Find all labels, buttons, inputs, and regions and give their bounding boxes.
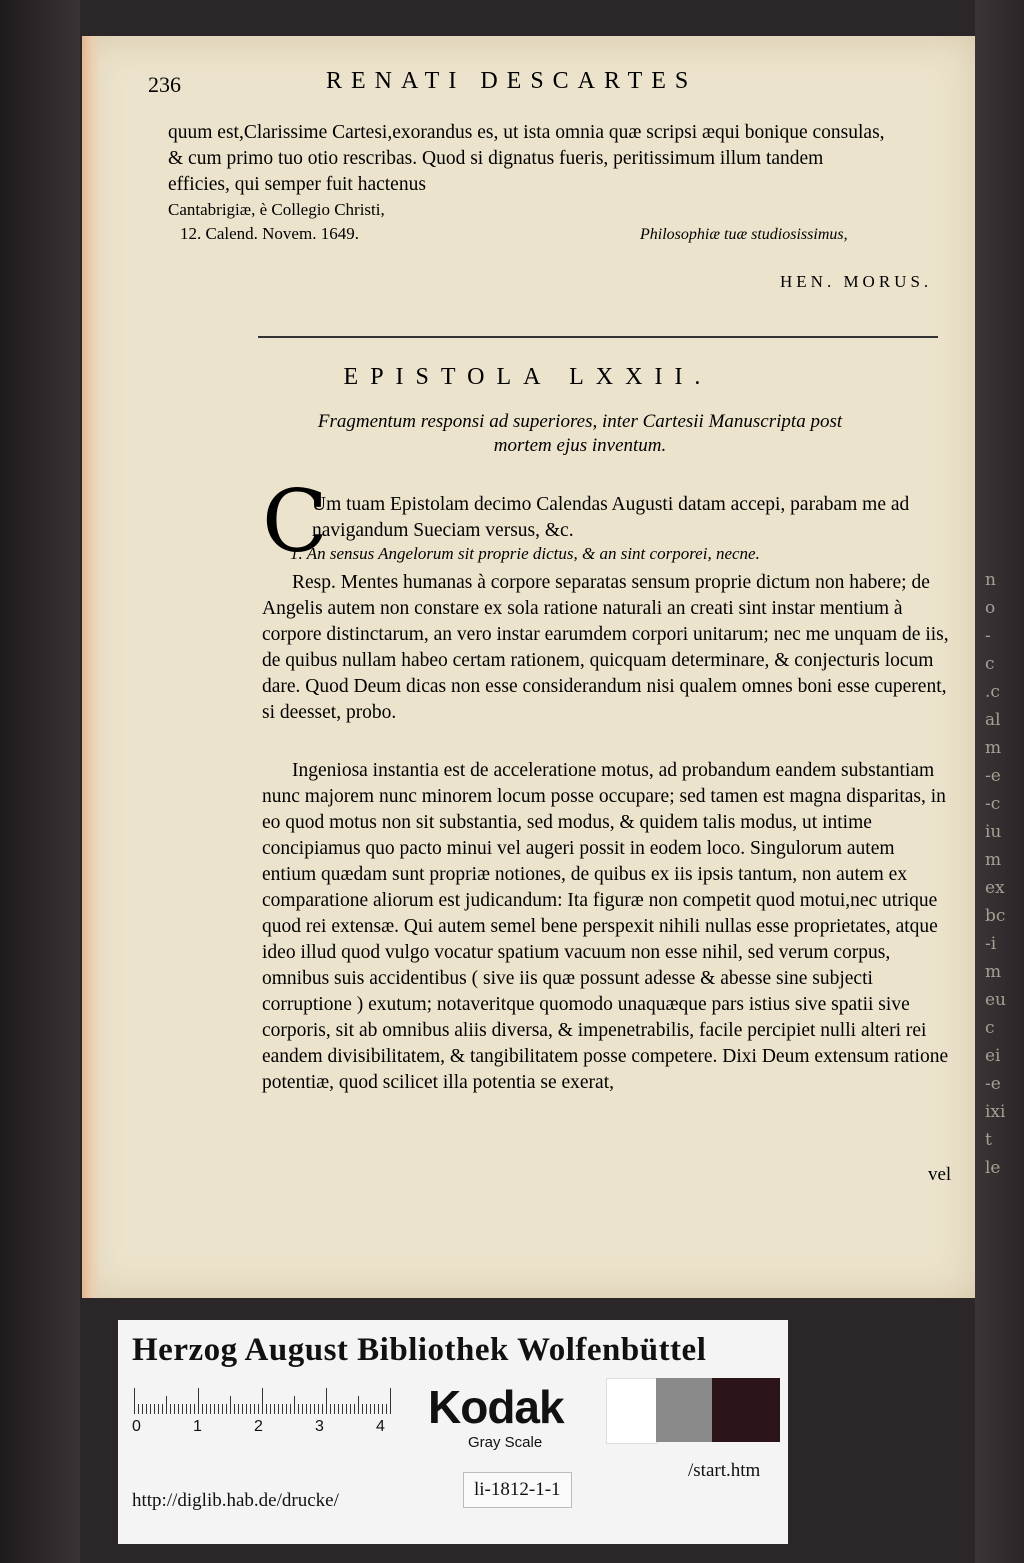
ruler-tick	[350, 1404, 351, 1414]
ruler-tick	[382, 1404, 383, 1414]
ruler-tick	[218, 1404, 219, 1414]
facing-page-fragment: -i	[985, 934, 997, 954]
ruler-tick	[250, 1404, 251, 1414]
ruler-tick	[202, 1404, 203, 1414]
ruler-tick	[310, 1404, 311, 1414]
ruler-tick	[214, 1404, 215, 1414]
ruler-tick	[226, 1404, 227, 1414]
ruler-tick	[282, 1404, 283, 1414]
facing-page-fragment: c	[985, 1018, 995, 1038]
ruler	[134, 1386, 394, 1436]
ruler-tick	[246, 1404, 247, 1414]
ruler-tick	[270, 1404, 271, 1414]
ruler-tick	[318, 1404, 319, 1414]
response-1: Resp. Mentes humanas à corpore separatas sensum proprie dictum non habere; de Angelis autem non constare ex sola ratione naturali an creati sint instar mentium à corpore distinctarum, an vero instar earumdem corpori unitarum; nec me unquam de iis, de quibus nullam habeo certam rationem, quicquam determinare, & conjecturis locum dare. Quod Deum dicas non esse considerandum nisi qualem omnes boni esse cuperent, si deesset, probo.	[262, 572, 949, 723]
kodak-logo: Kodak	[428, 1381, 564, 1433]
library-name: Herzog August Bibliothek Wolfenbüttel	[132, 1332, 707, 1368]
facing-page-fragment: m	[985, 962, 1002, 982]
facing-page-fragment: ex	[985, 878, 1005, 898]
gray-swatch-dark	[712, 1378, 780, 1442]
ruler-tick	[194, 1404, 195, 1414]
paragraph-2: Ingeniosa instantia est de acceleratione motus, ad probandum eandem substantiam nunc majorem nunc minorem locum posse occupare; sed tamen est magna disparitas, in eo quod motus non sit substantia, sed modus, & quidem talis modus, ut intime concipiamus quo pacto minui vel augeri possit in eodem loco. Singulorum autem entium quædam sunt propriæ notiones, de quibus ex iis ipsis tantum, non autem ex comparatione aliorum est judicandum: Ita figuræ non competit quod motui,nec utrique quod rei extensæ. Qui autem semel bene perspexit nihili nullas esse proprietates, atque ideo illud quod vulgo vocatur spatium vacuum non esse nihil, sed verum corpus, omnibus suis accidentibus ( sive iis quæ possunt adesse & abesse sine subjecti corruptione ) exutum; notaveritque quomodo unaquæque pars istius sive spatii sive corporis, sit ab omnibus aliis diversa, & impenetrabilis, facile percipiet nulli alteri rei eandem divisibilitatem, & tangibilitatem posse competere. Dixi Deum extensum ratione potentiæ, quod scilicet illa potentia se exerat,	[262, 760, 949, 1093]
facing-page-fragment: t	[985, 1130, 992, 1150]
signoff-place: Cantabrigiæ, è Collegio Christi,	[168, 200, 385, 219]
ruler-tick	[154, 1404, 155, 1414]
facing-page-fragment: ei	[985, 1046, 1001, 1066]
epistle-subtitle: Fragmentum responsi ad superiores, inter Cartesii Manuscripta post mortem ejus inventum.	[317, 411, 843, 456]
scan-target-card	[118, 1320, 788, 1544]
facing-page-fragment: o	[985, 598, 996, 618]
ruler-tick	[174, 1404, 175, 1414]
facing-page-fragment: .c	[985, 682, 1000, 702]
facing-page-fragment: m	[985, 850, 1002, 870]
ruler-tick	[314, 1404, 315, 1414]
running-title: RENATI DESCARTES	[326, 68, 698, 94]
facing-page-fragment: ixi	[985, 1102, 1006, 1122]
ruler-tick	[378, 1404, 379, 1414]
drop-cap: C	[262, 472, 328, 572]
ruler-tick	[186, 1404, 187, 1414]
background-left	[0, 0, 80, 1563]
ruler-tick	[178, 1404, 179, 1414]
ruler-tick	[358, 1396, 359, 1414]
running-header	[148, 68, 848, 108]
signoff-place-date	[168, 198, 385, 246]
ruler-tick	[254, 1404, 255, 1414]
ruler-tick	[258, 1404, 259, 1414]
signoff-author: HEN. MORUS.	[780, 272, 933, 291]
ruler-tick	[278, 1404, 279, 1414]
signoff-date: 12. Calend. Novem. 1649.	[180, 224, 359, 243]
ruler-tick	[326, 1388, 327, 1414]
page-gutter-stain	[82, 36, 100, 1298]
ruler-tick	[306, 1404, 307, 1414]
ruler-tick	[302, 1404, 303, 1414]
ruler-tick	[138, 1404, 139, 1414]
ruler-tick	[242, 1404, 243, 1414]
facing-page-fragment: bc	[985, 906, 1006, 926]
ruler-tick	[162, 1404, 163, 1414]
ruler-tick	[374, 1404, 375, 1414]
question-1: 1. An sensus Angelorum sit proprie dictus, & an sint corporei, necne.	[290, 544, 760, 563]
ruler-tick	[134, 1388, 135, 1414]
ruler-tick	[150, 1404, 151, 1414]
ruler-tick	[338, 1404, 339, 1414]
facing-page-fragment: -e	[985, 766, 1001, 786]
ruler-tick	[142, 1404, 143, 1414]
ruler-tick	[370, 1404, 371, 1414]
ruler-tick	[330, 1404, 331, 1414]
ruler-number: 1	[193, 1418, 202, 1435]
facing-page-fragment: m	[985, 738, 1002, 758]
url-base: http://diglib.hab.de/drucke/	[132, 1490, 339, 1511]
facing-page-fragment: -	[985, 626, 991, 646]
ruler-tick	[322, 1404, 323, 1414]
url-end: /start.htm	[688, 1460, 761, 1481]
facing-page-fragment: -c	[985, 794, 1001, 814]
ruler-tick	[366, 1404, 367, 1414]
epistle-heading: EPISTOLA LXXII.	[343, 364, 713, 390]
ruler-tick	[222, 1404, 223, 1414]
ruler-tick	[158, 1404, 159, 1414]
ruler-tick	[386, 1404, 387, 1414]
ruler-tick	[234, 1404, 235, 1414]
first-paragraph: Um tuam Epistolam decimo Calendas Augusti datam accepi, parabam me ad navigandum Sueciam versus, &c.	[312, 494, 910, 541]
ruler-tick	[334, 1404, 335, 1414]
page-number: 236	[148, 72, 181, 97]
section-rule	[258, 336, 938, 338]
facing-page-fragment: al	[985, 710, 1001, 730]
ruler-tick	[290, 1404, 291, 1414]
ruler-tick	[238, 1404, 239, 1414]
signoff-closing: Philosophiæ tuæ studiosissimus,	[640, 226, 848, 243]
ruler-tick	[354, 1404, 355, 1414]
facing-page-fragment: le	[985, 1158, 1001, 1178]
gray-scale-label: Gray Scale	[468, 1434, 543, 1451]
ruler-tick	[298, 1404, 299, 1414]
ruler-tick	[286, 1404, 287, 1414]
ruler-tick	[266, 1404, 267, 1414]
ruler-tick	[190, 1404, 191, 1414]
gray-swatch-light	[606, 1378, 658, 1444]
ruler-tick	[362, 1404, 363, 1414]
ruler-tick	[146, 1404, 147, 1414]
facing-page-fragment: eu	[985, 990, 1007, 1010]
ruler-tick	[210, 1404, 211, 1414]
facing-page-fragment: -e	[985, 1074, 1001, 1094]
ruler-tick	[294, 1396, 295, 1414]
ruler-tick	[274, 1404, 275, 1414]
facing-page-fragment: n	[985, 570, 996, 590]
ruler-tick	[346, 1404, 347, 1414]
ruler-tick	[262, 1388, 263, 1414]
ruler-number: 3	[315, 1418, 324, 1435]
facing-page-fragment: iu	[985, 822, 1002, 842]
url-id: li-1812-1-1	[463, 1472, 572, 1508]
ruler-tick	[206, 1404, 207, 1414]
gray-swatch-mid	[656, 1378, 712, 1442]
ruler-number: 2	[254, 1418, 263, 1435]
ruler-tick	[166, 1396, 167, 1414]
catchword: vel	[928, 1164, 952, 1185]
ruler-tick	[390, 1388, 391, 1414]
ruler-number: 0	[132, 1418, 141, 1435]
ruler-tick	[198, 1388, 199, 1414]
ruler-tick	[342, 1404, 343, 1414]
ruler-number: 4	[376, 1418, 385, 1435]
ruler-tick	[230, 1396, 231, 1414]
ruler-tick	[170, 1404, 171, 1414]
facing-page-fragment: c	[985, 654, 995, 674]
closing-paragraph: quum est,Clarissime Cartesi,exorandus es, ut ista omnia quæ scripsi æqui bonique consulas, & cum primo tuo otio rescribas. Quod si dignatus fueris, peritissimum illum tandem efficies, qui semper fuit hactenus	[168, 122, 885, 195]
ruler-tick	[182, 1404, 183, 1414]
